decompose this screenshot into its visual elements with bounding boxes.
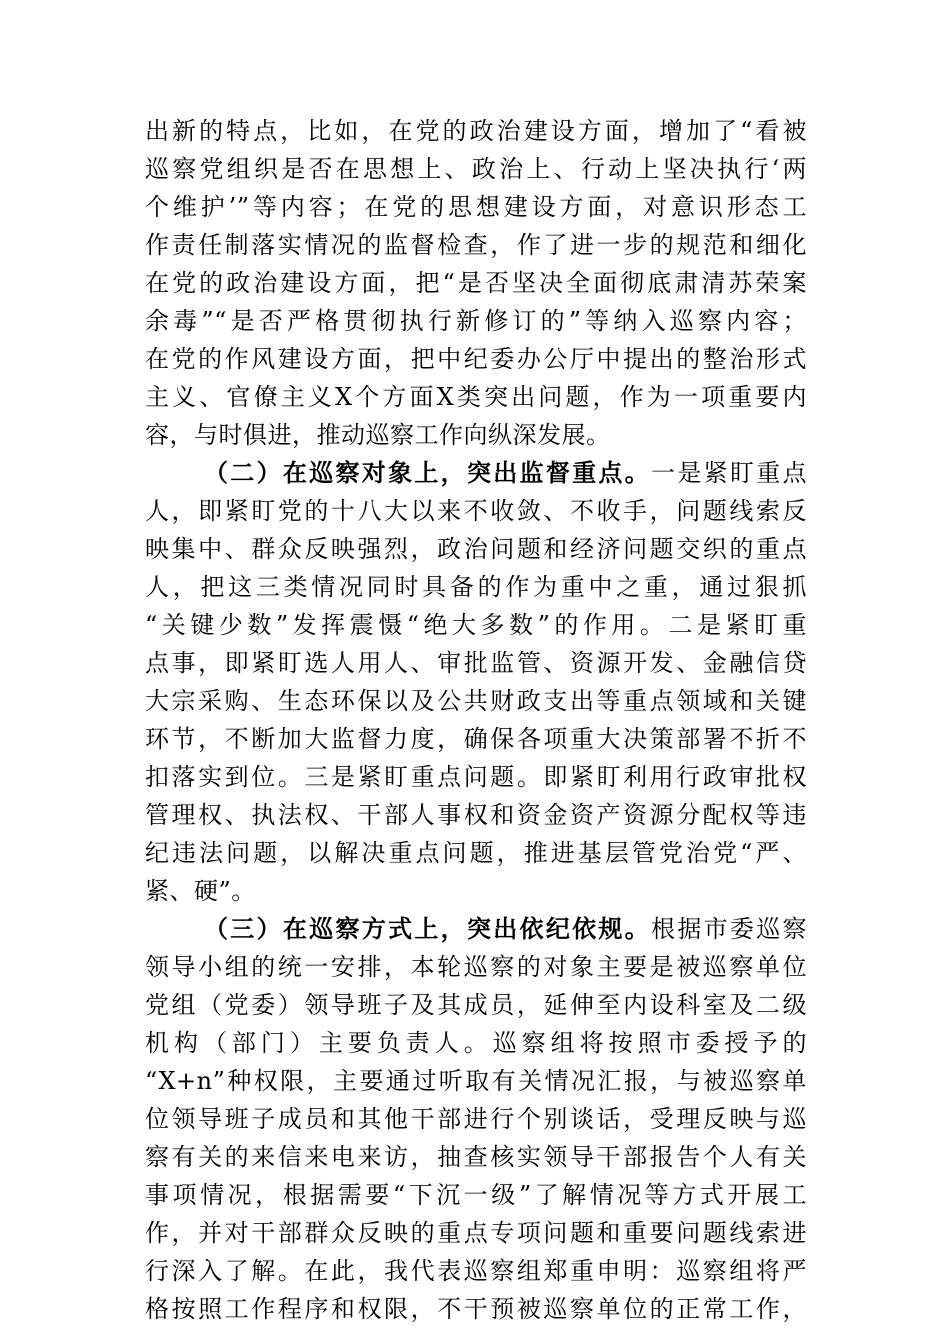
text-fragment: 一是紧盯重点	[651, 459, 808, 487]
text-line: 余毒”“是否严格贯彻执行新修订的”等纳入巡察内容；	[145, 307, 807, 335]
text-line: 点事，即紧盯选人用人、审批监管、资源开发、金融信贷	[145, 649, 807, 677]
text-line: 大宗采购、生态环保以及公共财政支出等重点领域和关键	[145, 687, 807, 715]
paragraph-1	[145, 112, 807, 454]
text-line: 人，把这三类情况同时具备的作为重中之重，通过狠抓	[145, 573, 807, 601]
section-heading: （二）在巡察对象上，突出监督重点。	[204, 458, 652, 487]
text-fragment: 根据市委巡察	[651, 915, 808, 943]
text-line: 机构（部门）主要负责人。巡察组将按照市委授予的	[145, 1029, 807, 1057]
text-line: 格按照工作程序和权限，不干预被巡察单位的正常工作，	[145, 1295, 807, 1323]
text-line: 映集中、群众反映强烈，政治问题和经济问题交织的重点	[145, 535, 807, 563]
text-line: 位领导班子成员和其他干部进行个别谈话，受理反映与巡	[145, 1105, 807, 1133]
text-line: 事项情况，根据需要“下沉一级”了解情况等方式开展工	[145, 1181, 807, 1209]
text-line: 个维护’”等内容；在党的思想建设方面，对意识形态工	[145, 193, 807, 221]
text-line: 行深入了解。在此，我代表巡察组郑重申明：巡察组将严	[145, 1257, 807, 1285]
paragraph-2	[145, 454, 807, 910]
text-line: 领导小组的统一安排，本轮巡察的对象主要是被巡察单位	[145, 953, 807, 981]
text-line: 在党的作风建设方面，把中纪委办公厅中提出的整治形式	[145, 345, 807, 373]
text-line: 作责任制落实情况的监督检查，作了进一步的规范和细化	[145, 231, 807, 259]
paragraph-3	[145, 910, 807, 1328]
text-line: 主义、官僚主义X个方面X类突出问题，作为一项重要内	[145, 383, 807, 411]
text-line: 作，并对干部群众反映的重点专项问题和重要问题线索进	[145, 1219, 807, 1247]
section-heading: （三）在巡察方式上，突出依纪依规。	[204, 914, 652, 943]
text-line: 纪违法问题，以解决重点问题，推进基层管党治党“严、	[145, 839, 807, 867]
text-line: 环节，不断加大监督力度，确保各项重大决策部署不折不	[145, 725, 807, 753]
text-line: 党组（党委）领导班子及其成员，延伸至内设科室及二级	[145, 991, 807, 1019]
text-line: 在党的政治建设方面，把“是否坚决全面彻底肃清苏荣案	[145, 269, 807, 297]
paragraph-first-line	[145, 454, 807, 492]
text-line: “X+n”种权限，主要通过听取有关情况汇报，与被巡察单	[145, 1067, 807, 1095]
paragraph-first-line	[145, 910, 807, 948]
document-body	[145, 112, 807, 1328]
text-line: 紧、硬”。	[145, 877, 256, 905]
text-line: 容，与时俱进，推动巡察工作向纵深发展。	[145, 421, 611, 449]
text-line: 巡察党组织是否在思想上、政治上、行动上坚决执行‘两	[145, 155, 807, 183]
text-line: 察有关的来信来电来访，抽查核实领导干部报告个人有关	[145, 1143, 807, 1171]
text-line: 扣落实到位。三是紧盯重点问题。即紧盯利用行政审批权	[145, 763, 807, 791]
text-line: 人，即紧盯党的十八大以来不收敛、不收手，问题线索反	[145, 497, 807, 525]
text-line: 出新的特点，比如，在党的政治建设方面，增加了“看被	[145, 117, 807, 145]
text-line: “关键少数”发挥震慑“绝大多数”的作用。二是紧盯重	[145, 611, 807, 639]
text-line: 管理权、执法权、干部人事权和资金资产资源分配权等违	[145, 801, 807, 829]
